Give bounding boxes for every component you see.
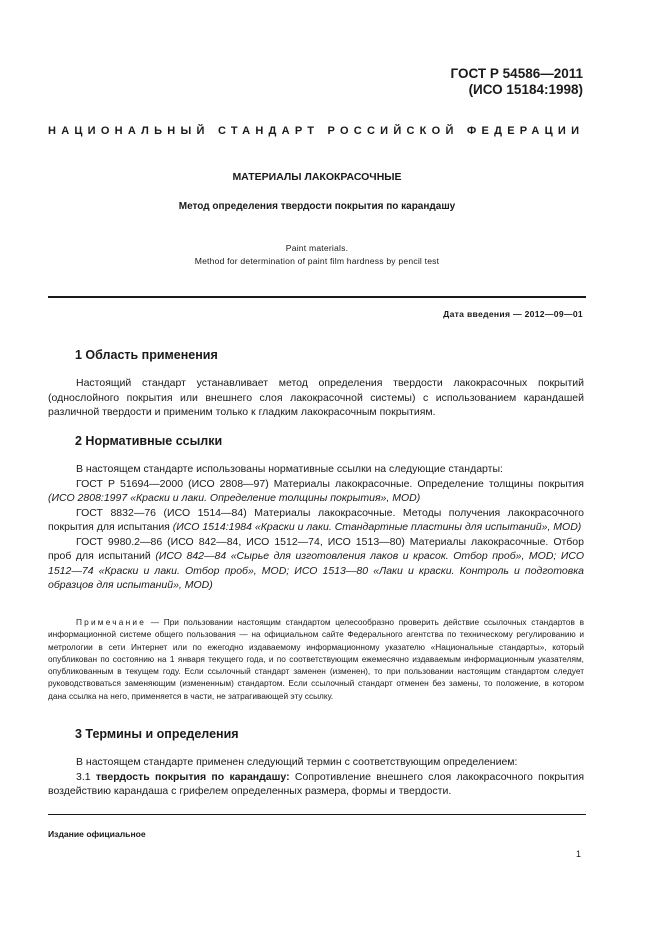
official-edition-label: Издание официальное	[48, 829, 146, 839]
english-title-line-2: Method for determination of paint film hardness by pencil test	[194, 256, 440, 266]
reference-plain: ГОСТ 9980.2—86 (ИСО 842—84, ИСО 1512—74, ИСО 1513—80) Материалы лакокрасочные. Отбор проб для испытаний	[48, 535, 584, 562]
document-subtitle: Метод определения твердости покрытия по карандашу	[178, 201, 456, 212]
english-title-line-1: Paint materials.	[285, 243, 349, 253]
scope-paragraph: Настоящий стандарт устанавливает метод определения твердости лакокрасочных покрытий (однослойного покрытия или внешнего слоя лакокрасочной системы) с использованием карандашей различной твердости и применим только к гладким лакокрасочным покрытиям.	[48, 377, 584, 418]
reference-plain: ГОСТ Р 51694—2000 (ИСО 2808—97) Материалы лакокрасочные. Определение толщины покрытия	[76, 477, 584, 490]
reference-italic: (ИСО 842—84 «Сырье для изготовления лаков и красок. Отбор проб», MOD; ИСО 1512—74 «Краски и лаки. Отбор проб», MOD; ИСО 1513—80 «Лаки и краски. Контроль и подготовка образцов для испытаний», MOD)	[48, 550, 584, 591]
section-3-text	[48, 755, 584, 799]
reference-italic: (ИСО 1514:1984 «Краски и лаки. Стандартные пластины для испытаний», MOD)	[172, 521, 582, 533]
terms-intro: В настоящем стандарте применен следующий термин с соответствующим определением:	[76, 756, 518, 768]
document-number	[451, 66, 583, 98]
term-definition	[48, 770, 584, 799]
note-label: Примечание	[76, 617, 147, 627]
doc-number-gost: ГОСТ Р 54586—2011	[450, 66, 583, 81]
reference-italic: (ИСО 2808:1997 «Краски и лаки. Определение толщины покрытия», MOD)	[48, 492, 421, 504]
reference-item	[48, 477, 584, 506]
section-2-heading: 2 Нормативные ссылки	[75, 434, 223, 448]
doc-number-iso: (ИСО 15184:1998)	[468, 82, 583, 97]
term-text: Сопротивление внешнего слоя лакокрасочного покрытия воздействию карандаша с грифелем определенных размера, формы и твердости.	[48, 770, 584, 797]
section-1-text	[48, 376, 584, 420]
reference-plain: ГОСТ 8832—76 (ИСО 1514—84) Материалы лакокрасочные. Методы получения лакокрасочного покрытия для испытания	[48, 506, 584, 533]
term-name: твердость покрытия по карандашу:	[95, 770, 290, 783]
title-divider	[48, 296, 586, 298]
page-number: 1	[575, 849, 581, 859]
reference-item	[48, 506, 584, 535]
reference-item	[48, 535, 584, 593]
document-title: МАТЕРИАЛЫ ЛАКОКРАСОЧНЫЕ	[232, 171, 402, 183]
introduction-date: Дата введения — 2012—09—01	[443, 309, 583, 319]
note-text: — При пользовании настоящим стандартом целесообразно проверить действие ссылочных стандартов в информационной системе общего пользования — на официальном сайте Федерального агентства по техническому регулированию и метрологии в сети Интернет или по ежегодно издаваемому информационному указателю «Национальные стандарты», который опубликован по состоянию на 1 января текущего года, и по соответствующим ежемесячно издаваемым информационным указателям, опубликованным в текущем году. Если ссылочный стандарт заменен (изменен), то при пользовании настоящим стандартом следует руководствоваться заменяющим (измененным) стандартом. Если ссылочный стандарт отменен без замены, то положение, в котором дана ссылка на него, применяется в части, не затрагивающей эту ссылку.	[48, 617, 584, 701]
english-title	[48, 242, 586, 268]
references-note	[48, 616, 584, 702]
term-number: 3.1	[76, 770, 96, 783]
footer-divider	[48, 814, 586, 815]
section-2-text	[48, 462, 584, 593]
national-standard-banner: НАЦИОНАЛЬНЫЙ СТАНДАРТ РОССИЙСКОЙ ФЕДЕРАЦИИ	[48, 125, 585, 137]
references-intro: В настоящем стандарте использованы нормативные ссылки на следующие стандарты:	[76, 463, 503, 475]
section-3-heading: 3 Термины и определения	[75, 727, 239, 741]
section-1-heading: 1 Область применения	[75, 348, 218, 362]
